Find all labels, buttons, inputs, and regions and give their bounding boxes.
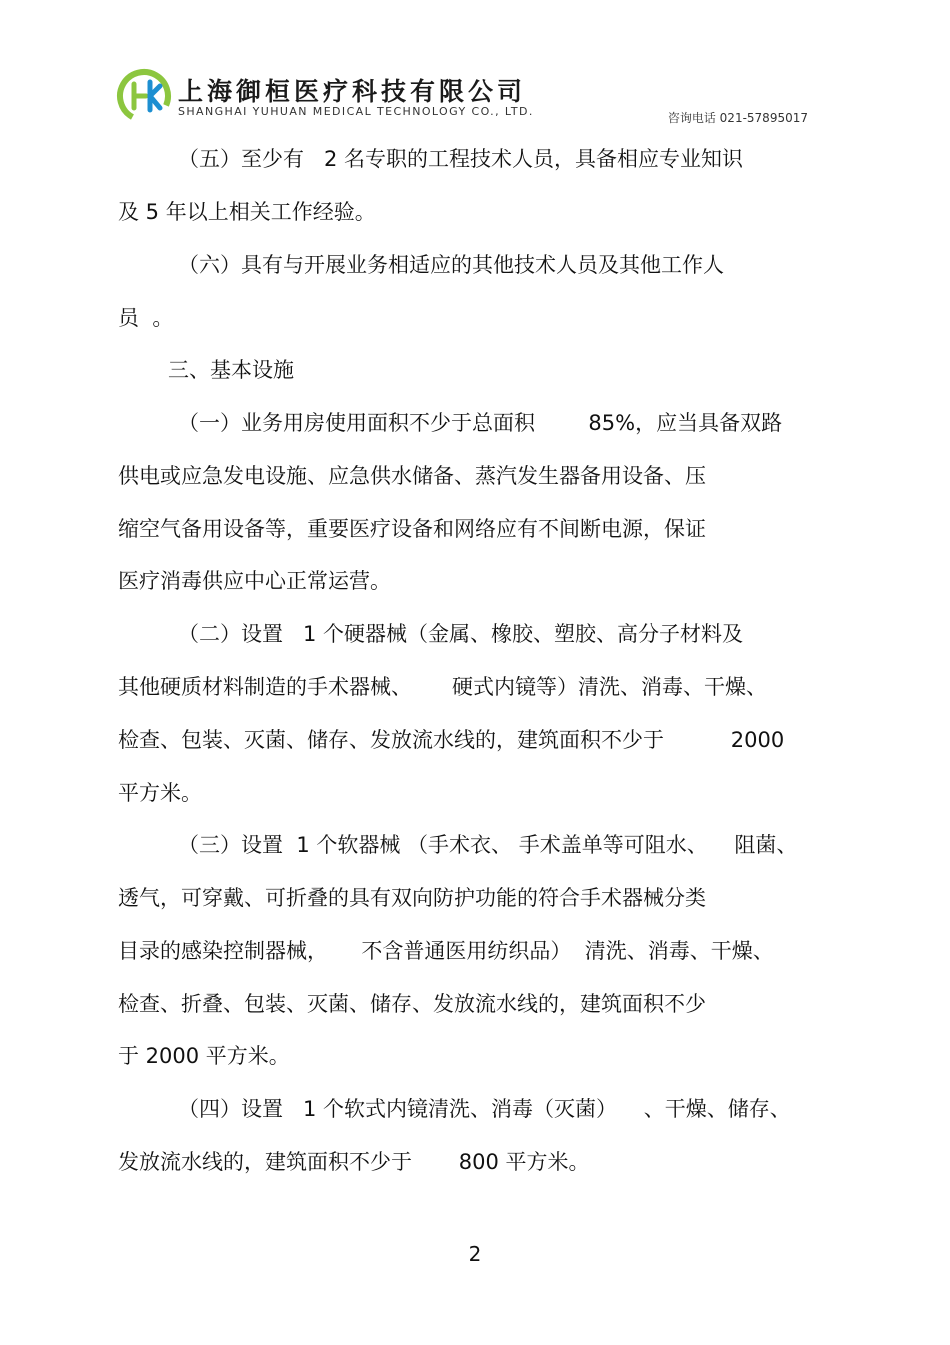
body-line: 检查、折叠、包装、灭菌、储存、发放流水线的，建筑面积不少 (118, 992, 706, 1016)
body-line: （五）至少有 2 名专职的工程技术人员，具备相应专业知识 (178, 147, 744, 171)
body-line: 平方米。 (118, 781, 202, 805)
body-line: 检查、包装、灭菌、储存、发放流水线的，建筑面积不少于 2000 (118, 728, 785, 752)
company-name-cn: 上海御桓医疗科技有限公司 (178, 77, 527, 106)
consult-hotline: 咨询电话 021-57895017 (667, 111, 808, 125)
body-line: （二）设置 1 个硬器械（金属、橡胶、塑胶、高分子材料及 (178, 622, 744, 646)
body-line: （三）设置 1 个软器械 （手术衣、 手术盖单等可阻水、 阻菌、 (178, 833, 798, 857)
body-line: 及 5 年以上相关工作经验。 (118, 200, 376, 224)
section-heading: 三、基本设施 (168, 358, 294, 382)
body-line: 供电或应急发电设施、应急供水储备、蒸汽发生器备用设备、压 (118, 464, 706, 488)
body-line: 缩空气备用设备等，重要医疗设备和网络应有不间断电源，保证 (118, 517, 706, 541)
page-header (0, 0, 950, 140)
body-line: （一）业务用房使用面积不少于总面积 85%，应当具备双路 (178, 411, 783, 435)
body-line: 员 。 (118, 306, 174, 330)
body-line: 透气，可穿戴、可折叠的具有双向防护功能的符合手术器械分类 (118, 886, 706, 910)
page-number: 2 (468, 1242, 482, 1266)
company-name-en: SHANGHAI YUHUAN MEDICAL TECHNOLOGY CO., LTD. (178, 105, 534, 118)
body-line: 其他硬质材料制造的手术器械、 硬式内镜等）清洗、消毒、干燥、 (118, 675, 768, 699)
body-line: 医疗消毒供应中心正常运营。 (118, 569, 391, 593)
body-line: 发放流水线的，建筑面积不少于 800 平方米。 (118, 1150, 590, 1174)
body-line: 目录的感染控制器械， 不含普通医用纺织品） 清洗、消毒、干燥、 (118, 939, 774, 963)
company-logo-icon (116, 68, 172, 124)
body-line: 于 2000 平方米。 (118, 1044, 290, 1068)
body-line: （六）具有与开展业务相适应的其他技术人员及其他工作人 (178, 253, 724, 277)
body-line: （四）设置 1 个软式内镜清洗、消毒（灭菌） 、干燥、储存、 (178, 1097, 791, 1121)
